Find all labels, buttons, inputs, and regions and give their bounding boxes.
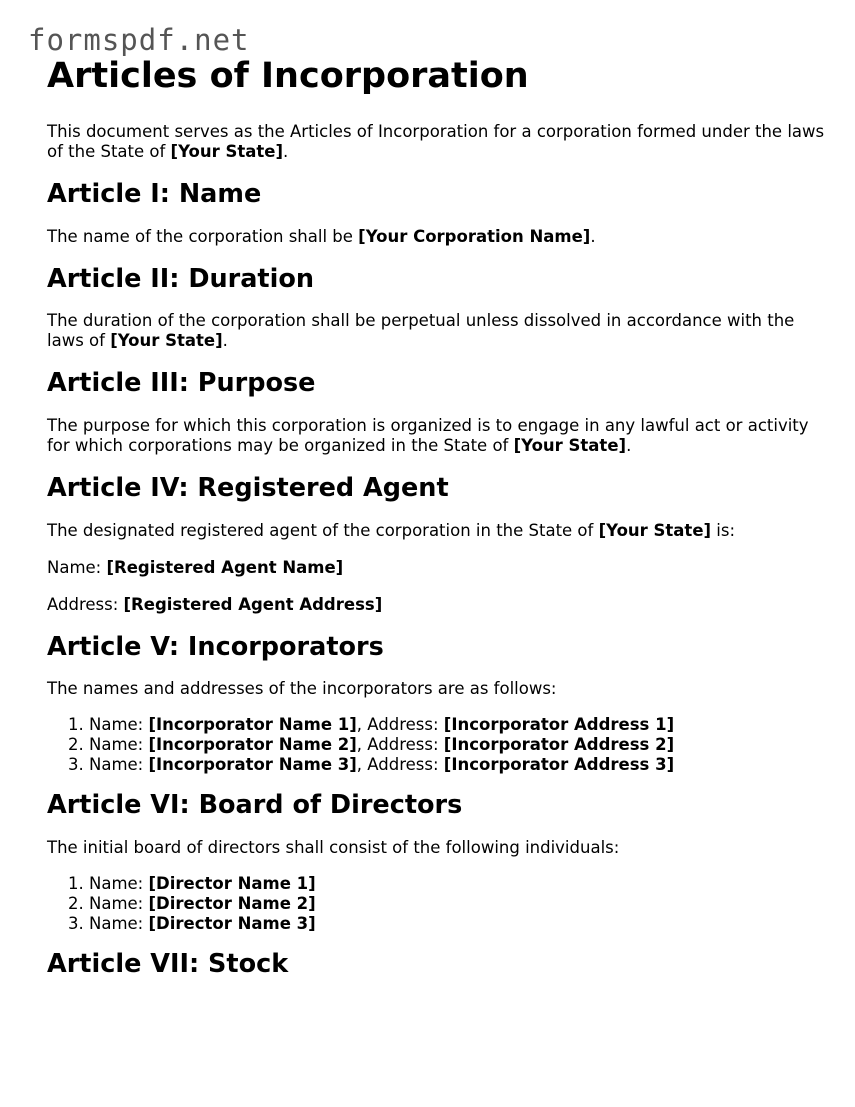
- director-name: [Director Name 3]: [148, 913, 316, 933]
- name-label: Name:: [89, 893, 149, 913]
- article-1-end: .: [590, 226, 596, 246]
- article-5-heading: Article V: Incorporators: [47, 631, 384, 662]
- article-1-paragraph: [47, 227, 827, 247]
- state-placeholder: [Your State]: [110, 331, 223, 351]
- registered-agent-name: [47, 558, 827, 578]
- director-name: [Director Name 2]: [148, 893, 316, 913]
- article-2-end: .: [222, 331, 228, 351]
- state-placeholder: [Your State]: [513, 436, 627, 456]
- article-2-text: The duration of the corporation shall be perpetual unless dissolved in accordance with the laws of: [47, 311, 795, 351]
- article-6-paragraph: The initial board of directors shall consist of the following individuals:: [47, 837, 620, 857]
- incorporator-name: [Incorporator Name 2]: [148, 735, 357, 755]
- name-label: Name:: [89, 873, 149, 893]
- name-label: Name:: [47, 557, 107, 577]
- state-placeholder: [Your State]: [598, 520, 712, 540]
- article-5-paragraph: The names and addresses of the incorporators are as follows:: [47, 679, 557, 699]
- watermark: formspdf.net: [28, 23, 250, 57]
- address-label: , Address:: [356, 735, 444, 755]
- registered-agent-address-placeholder: [Registered Agent Address]: [123, 594, 383, 614]
- article-4-text: The designated registered agent of the corporation in the State of: [47, 520, 599, 540]
- state-placeholder: [Your State]: [170, 142, 284, 162]
- list-item: [89, 715, 827, 735]
- name-label: Name:: [89, 913, 149, 933]
- article-7-heading: Article VII: Stock: [47, 948, 289, 979]
- incorporator-address: [Incorporator Address 1]: [443, 715, 675, 735]
- article-3-heading: Article III: Purpose: [47, 368, 316, 399]
- article-3-end: .: [626, 436, 632, 456]
- intro-end: .: [283, 142, 289, 162]
- article-3-paragraph: [47, 416, 827, 456]
- intro-paragraph: [47, 122, 827, 162]
- incorporator-name: [Incorporator Name 3]: [148, 755, 357, 775]
- address-label: Address:: [47, 594, 124, 614]
- incorporator-name: [Incorporator Name 1]: [148, 715, 357, 735]
- article-6-heading: Article VI: Board of Directors: [47, 790, 463, 821]
- list-item: [89, 894, 827, 914]
- intro-text: This document serves as the Articles of Incorporation for a corporation formed under the laws of the State of: [47, 122, 825, 162]
- page-title: Articles of Incorporation: [47, 56, 529, 96]
- article-2-heading: Article II: Duration: [47, 263, 315, 294]
- registered-agent-address: [47, 595, 827, 615]
- address-label: , Address:: [356, 715, 444, 735]
- article-1-text: The name of the corporation shall be: [47, 226, 359, 246]
- list-item: [89, 874, 827, 894]
- incorporator-address: [Incorporator Address 2]: [443, 735, 675, 755]
- document: [47, 56, 827, 996]
- article-4-paragraph: [47, 521, 827, 541]
- list-item: [89, 914, 827, 934]
- incorporators-list: [47, 715, 827, 775]
- article-4-text-end: is:: [711, 520, 736, 540]
- article-1-heading: Article I: Name: [47, 179, 262, 210]
- article-2-paragraph: [47, 311, 827, 351]
- corporation-name-placeholder: [Your Corporation Name]: [358, 226, 591, 246]
- article-4-heading: Article IV: Registered Agent: [47, 473, 449, 504]
- list-item: [89, 735, 827, 755]
- list-item: [89, 755, 827, 775]
- article-3-text: The purpose for which this corporation is organized is to engage in any lawful act or activity for which corporations may be organized in the State of: [47, 416, 809, 456]
- registered-agent-name-placeholder: [Registered Agent Name]: [106, 557, 344, 577]
- incorporator-address: [Incorporator Address 3]: [443, 755, 675, 775]
- name-label: Name:: [89, 735, 149, 755]
- name-label: Name:: [89, 755, 149, 775]
- director-name: [Director Name 1]: [148, 873, 316, 893]
- address-label: , Address:: [356, 755, 444, 775]
- directors-list: [47, 874, 827, 934]
- name-label: Name:: [89, 715, 149, 735]
